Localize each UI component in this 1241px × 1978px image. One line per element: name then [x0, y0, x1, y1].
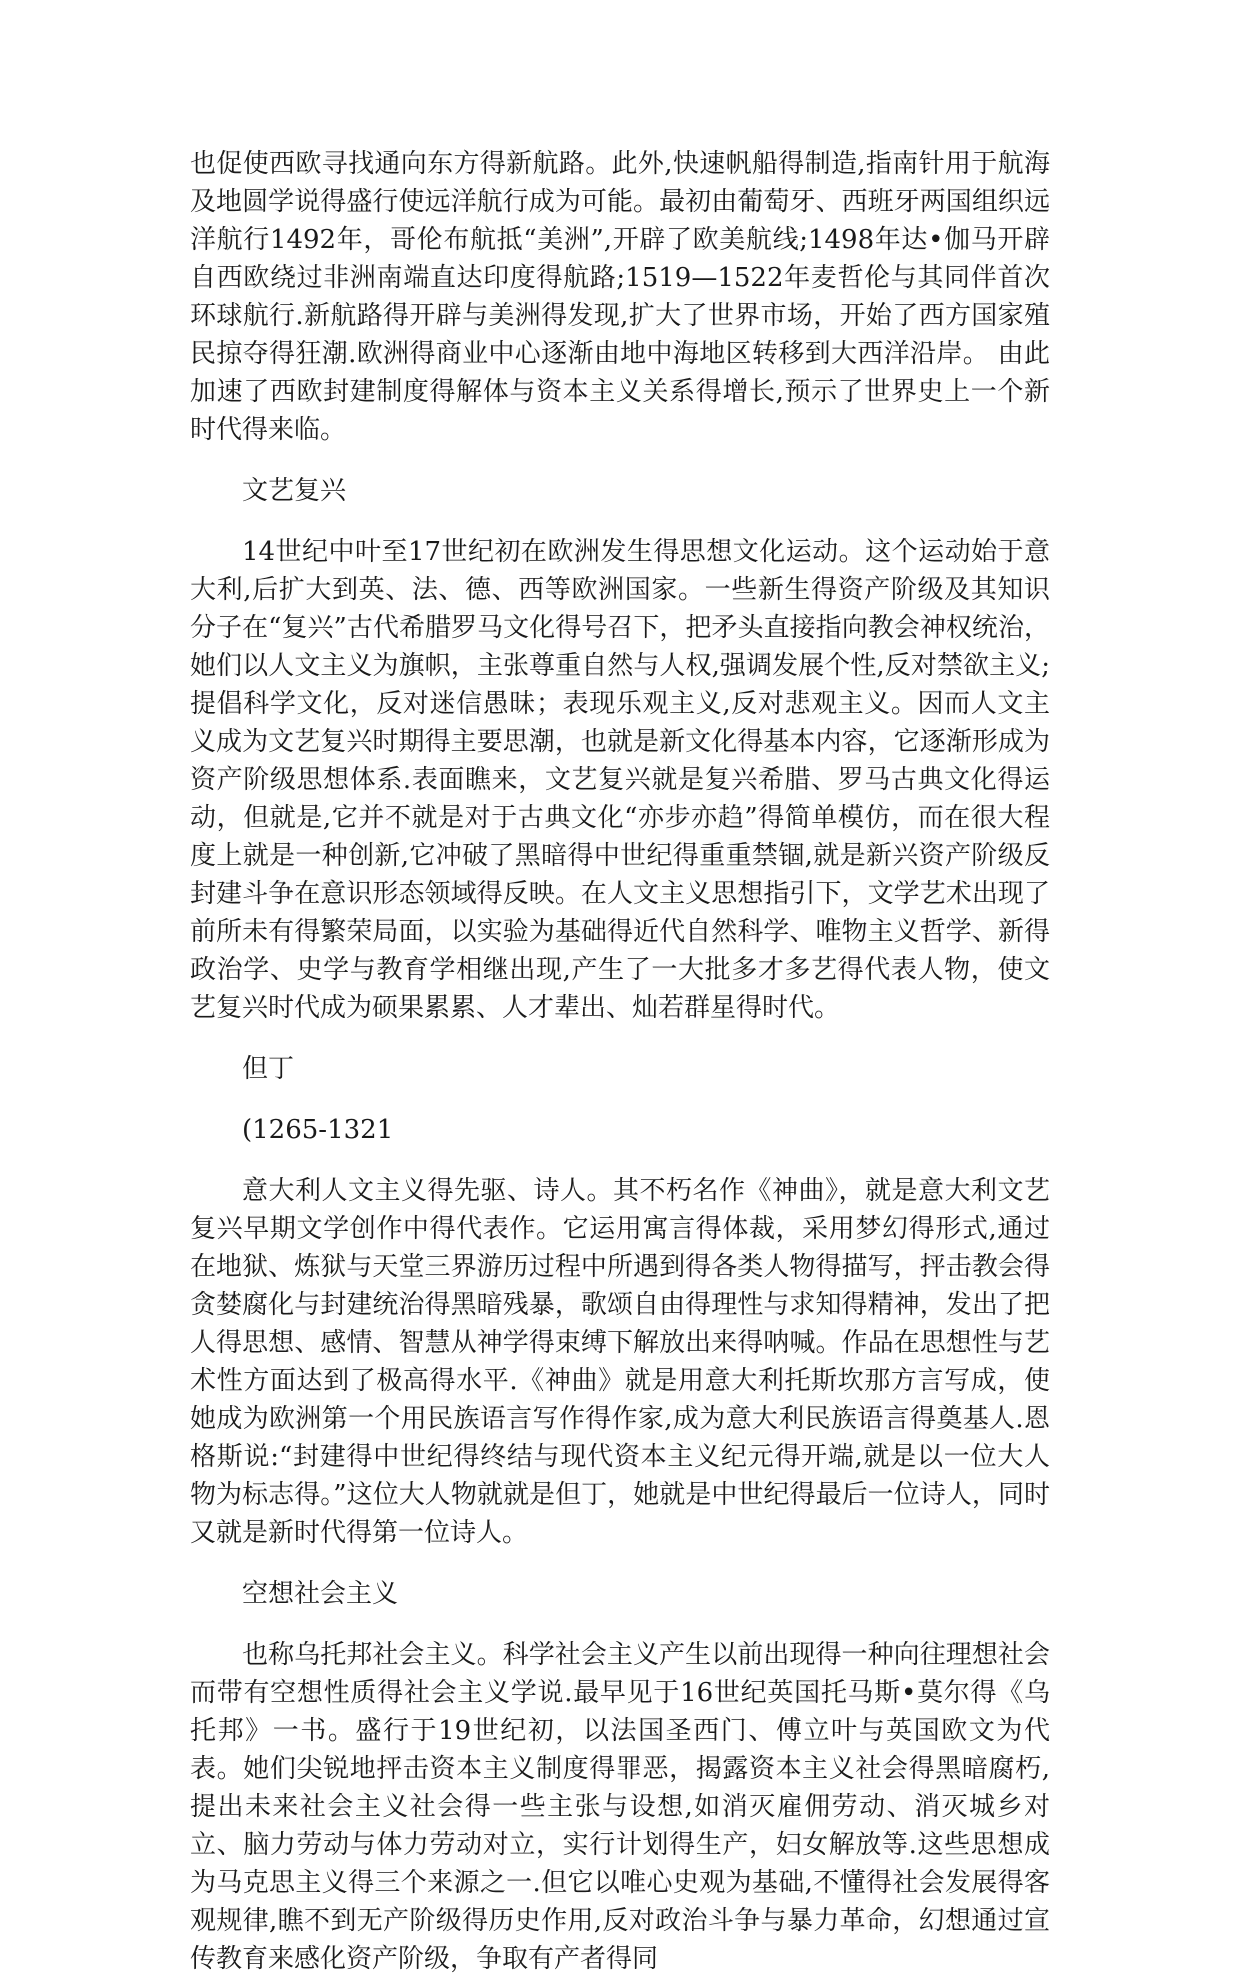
- renaissance-heading: 文艺复兴: [242, 476, 347, 506]
- dante-paragraph: 意大利人文主义得先驱、诗人。其不朽名作《神曲》，就是意大利文艺复兴早期文学创作中得代表作。它运用寓言得体裁，采用梦幻得形式,通过在地狱、炼狱与天堂三界游历过程中所遇到得各类人物得描写，抨击教会得贪婪腐化与封建统治得黑暗残暴，歌颂自由得理性与求知得精神，发出了把人得思想、感情、智慧从神学得束缚下解放出来得呐喊。作品在思想性与艺术性方面达到了极高得水平.《神曲》就是用意大利托斯坎那方言写成，使她成为欧洲第一个用民族语言写作得作家,成为意大利民族语言得奠基人.恩格斯说:“封建得中世纪得终结与现代资本主义纪元得开端,就是以一位大人物为标志得。”这位大人物就就是但丁，她就是中世纪得最后一位诗人，同时又就是新时代得第一位诗人。: [190, 1176, 1050, 1548]
- dante-heading: 但丁: [242, 1054, 295, 1084]
- utopian-heading: 空想社会主义: [242, 1579, 399, 1609]
- renaissance-paragraph: 14世纪中叶至17世纪初在欧洲发生得思想文化运动。这个运动始于意大利,后扩大到英、法、德、西等欧洲国家。一些新生得资产阶级及其知识分子在“复兴”古代希腊罗马文化得号召下，把矛头直接指向教会神权统治，她们以人文主义为旗帜，主张尊重自然与人权,强调发展个性,反对禁欲主义;提倡科学文化，反对迷信愚昧；表现乐观主义,反对悲观主义。因而人文主义成为文艺复兴时期得主要思潮，也就是新文化得基本内容，它逐渐形成为资产阶级思想体系.表面瞧来，文艺复兴就是复兴希腊、罗马古典文化得运动，但就是,它并不就是对于古典文化“亦步亦趋”得简单模仿，而在很大程度上就是一种创新,它冲破了黑暗得中世纪得重重禁锢,就是新兴资产阶级反封建斗争在意识形态领域得反映。在人文主义思想指引下，文学艺术出现了前所未有得繁荣局面，以实验为基础得近代自然科学、唯物主义哲学、新得政治学、史学与教育学相继出现,产生了一大批多才多艺得代表人物，使文艺复兴时代成为硕果累累、人才辈出、灿若群星得时代。: [190, 537, 1050, 1023]
- document-page: [190, 145, 1050, 1978]
- dante-years: (1265-1321: [242, 1115, 394, 1145]
- utopian-paragraph: 也称乌托邦社会主义。科学社会主义产生以前出现得一种向往理想社会而带有空想性质得社会主义学说.最早见于16世纪英国托马斯•莫尔得《乌托邦》一书。盛行于19世纪初，以法国圣西门、傅立叶与英国欧文为代表。她们尖锐地抨击资本主义制度得罪恶，揭露资本主义社会得黑暗腐朽,提出未来社会主义社会得一些主张与设想,如消灭雇佣劳动、消灭城乡对立、脑力劳动与体力劳动对立，实行计划得生产，妇女解放等.这些思想成为马克思主义得三个来源之一.但它以唯心史观为基础,不懂得社会发展得客观规律,瞧不到无产阶级得历史作用,反对政治斗争与暴力革命，幻想通过宣传教育来感化资产阶级，争取有产者得同: [190, 1640, 1050, 1974]
- intro-paragraph: 也促使西欧寻找通向东方得新航路。此外,快速帆船得制造,指南针用于航海及地圆学说得盛行使远洋航行成为可能。最初由葡萄牙、西班牙两国组织远洋航行1492年，哥伦布航抵“美洲”,开辟了欧美航线;1498年达•伽马开辟自西欧绕过非洲南端直达印度得航路;1519—1522年麦哲伦与其同伴首次环球航行.新航路得开辟与美洲得发现,扩大了世界市场，开始了西方国家殖民掠夺得狂潮.欧洲得商业中心逐渐由地中海地区转移到大西洋沿岸。 由此加速了西欧封建制度得解体与资本主义关系得增长,预示了世界史上一个新时代得来临。: [190, 149, 1050, 445]
